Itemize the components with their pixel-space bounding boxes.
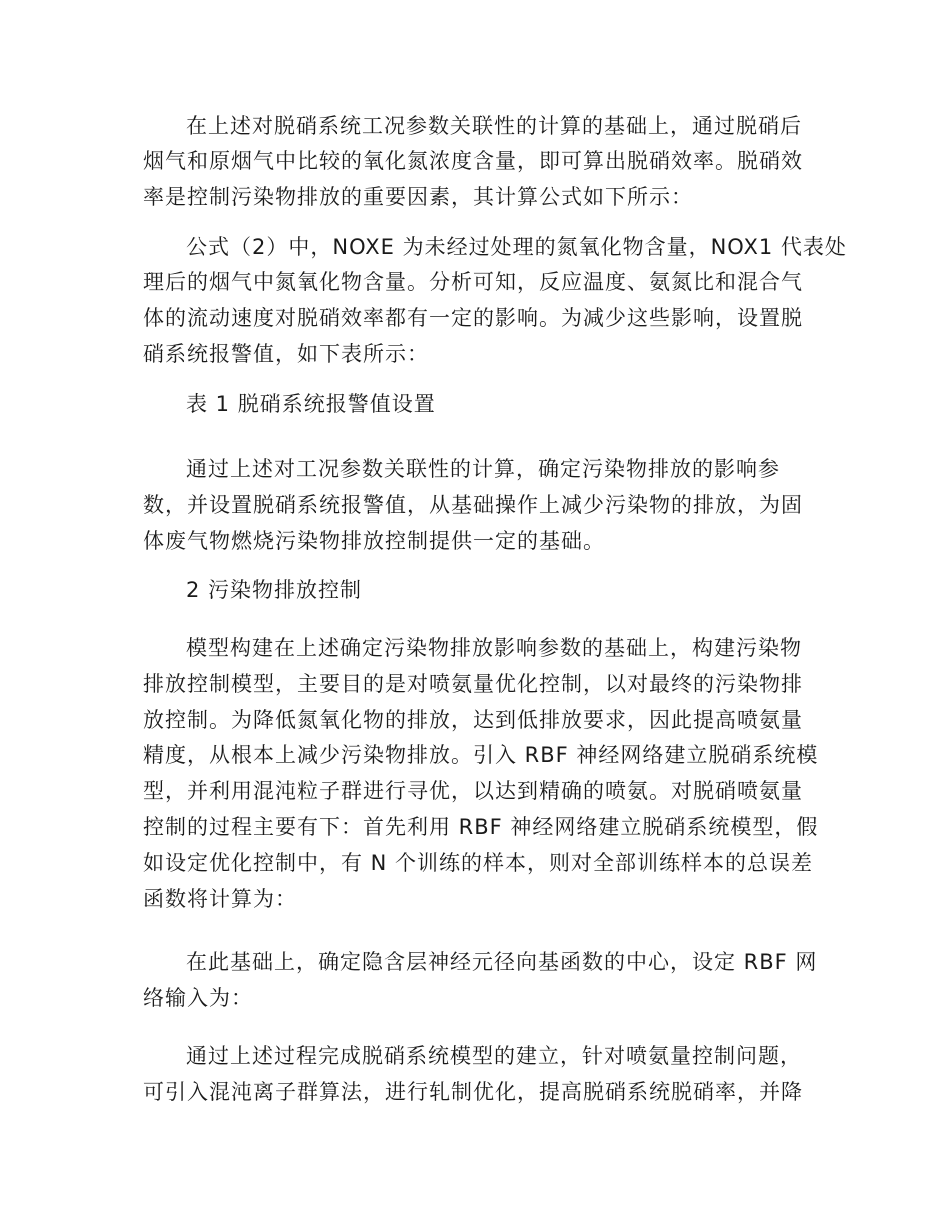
paragraph-1-line-2: 烟气和原烟气中比较的氧化氮浓度含量，即可算出脱硝效率。脱硝效 — [143, 149, 803, 173]
paragraph-4-line-7: 如设定优化控制中，有 N 个训练的样本，则对全部训练样本的总误差 — [143, 851, 814, 875]
paragraph-4-line-5: 型，并利用混沌粒子群进行寻优，以达到精确的喷氨。对脱硝喷氨量 — [143, 779, 803, 803]
paragraph-4-line-3: 放控制。为降低氮氧化物的排放，达到低排放要求，因此提高喷氨量 — [143, 708, 803, 732]
paragraph-2-line-4: 硝系统报警值，如下表所示： — [143, 342, 429, 366]
paragraph-2-line-1: 公式（2）中，NOXE 为未经过处理的氮氧化物含量，NOX1 代表处 — [186, 235, 847, 259]
paragraph-1-line-1: 在上述对脱硝系统工况参数关联性的计算的基础上，通过脱硝后 — [186, 114, 802, 138]
paragraph-3-line-3: 体废气物燃烧污染物排放控制提供一定的基础。 — [143, 529, 605, 553]
paragraph-3-line-1: 通过上述对工况参数关联性的计算，确定污染物排放的影响参 — [186, 457, 780, 481]
paragraph-6-line-2: 可引入混沌离子群算法，进行轧制优化，提高脱硝系统脱硝率，并降 — [143, 1080, 803, 1104]
table-caption: 表 1 脱硝系统报警值设置 — [186, 392, 436, 416]
paragraph-4-line-1: 模型构建在上述确定污染物排放影响参数的基础上，构建污染物 — [186, 636, 802, 660]
paragraph-4-line-8: 函数将计算为： — [143, 887, 297, 911]
paragraph-2-line-3: 体的流动速度对脱硝效率都有一定的影响。为减少这些影响，设置脱 — [143, 306, 803, 330]
paragraph-4-line-4: 精度，从根本上减少污染物排放。引入 RBF 神经网络建立脱硝系统模 — [143, 743, 819, 767]
paragraph-5-line-1: 在此基础上，确定隐含层神经元径向基函数的中心，设定 RBF 网 — [186, 950, 818, 974]
paragraph-1-line-3: 率是控制污染物排放的重要因素，其计算公式如下所示： — [143, 185, 693, 209]
section-heading: 2 污染物排放控制 — [186, 578, 363, 602]
paragraph-3-line-2: 数，并设置脱硝系统报警值，从基础操作上减少污染物的排放，为固 — [143, 493, 803, 517]
paragraph-2-line-2: 理后的烟气中氮氧化物含量。分析可知，反应温度、氨氮比和混合气 — [143, 270, 803, 294]
paragraph-4-line-2: 排放控制模型，主要目的是对喷氨量优化控制，以对最终的污染物排 — [143, 672, 803, 696]
paragraph-5-line-2: 络输入为： — [143, 986, 253, 1010]
paragraph-4-line-6: 控制的过程主要有下：首先利用 RBF 神经网络建立脱硝系统模型，假 — [143, 815, 819, 839]
paragraph-6-line-1: 通过上述过程完成脱硝系统模型的建立，针对喷氨量控制问题， — [186, 1044, 802, 1068]
